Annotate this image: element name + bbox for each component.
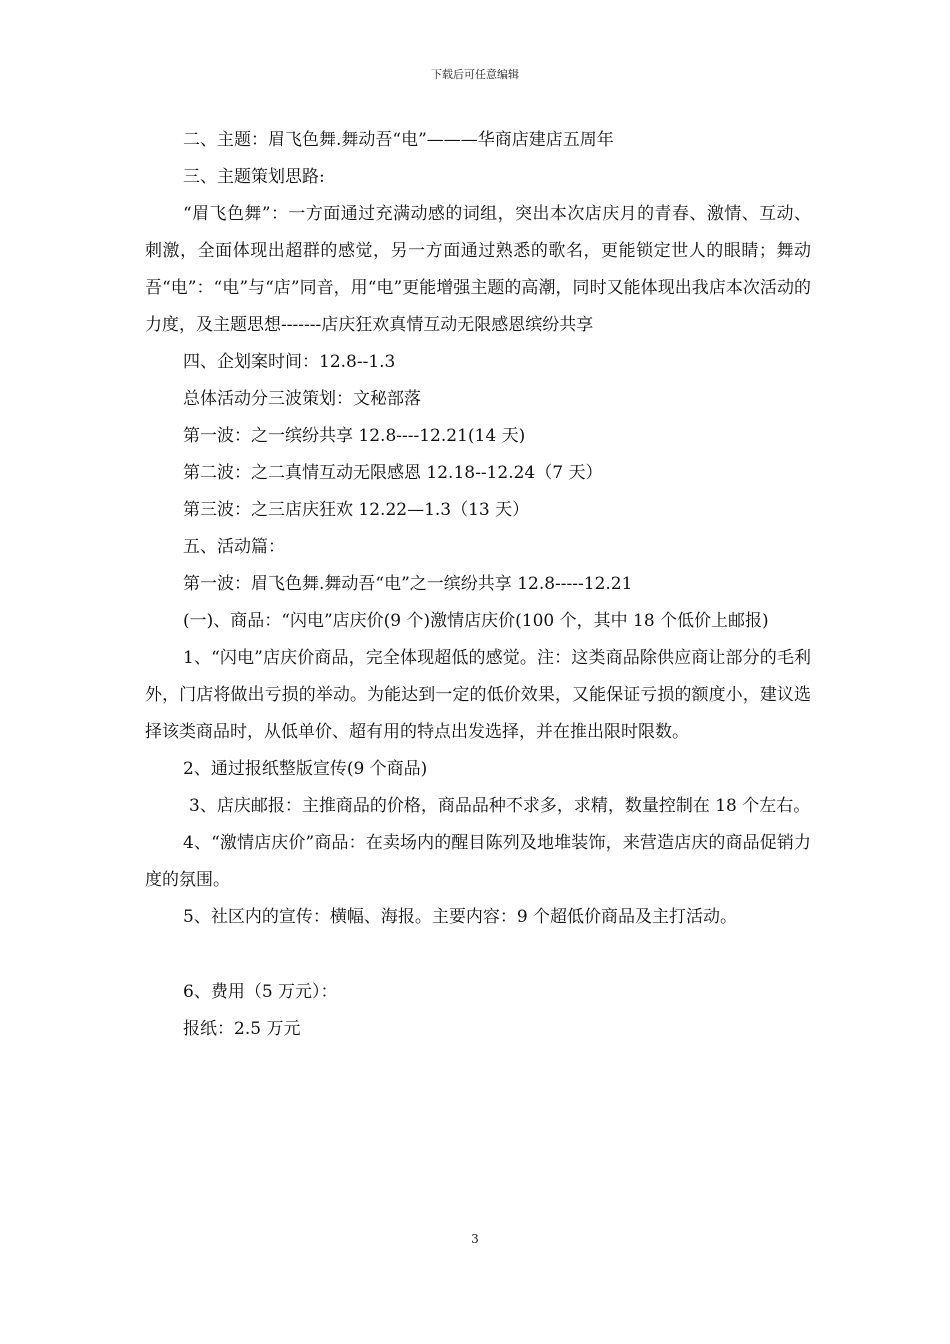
paragraph-goods: (一)、商品：“闪电”店庆价(9 个)激情店庆价(100 个，其中 18 个低价上邮报) [183, 611, 769, 631]
paragraph-item-2: 2、通过报纸整版宣传(9 个商品) [183, 759, 428, 779]
paragraph-activity-wave1: 第一波：眉飞色舞.舞动吾“电”之一缤纷共享 12.8-----12.21 [183, 574, 633, 594]
blank-line [145, 936, 811, 974]
paragraph-wave1: 第一波：之一缤纷共享 12.8----12.21(14 天) [183, 426, 526, 446]
paragraph-item-4: 4、“激情店庆价”商品：在卖场内的醒目陈列及地堆装饰，来营造店庆的商品促销力度的氛围。 [145, 833, 811, 890]
document-body [145, 122, 811, 1048]
paragraph-item-1: 1、“闪电”店庆价商品，完全体现超低的感觉。注：这类商品除供应商让部分的毛利外，门店将做出亏损的举动。为能达到一定的低价效果，又能保证亏损的额度小，建议选择该类商品时，从低单价、超有用的特点出发选择，并在推出限时限数。 [145, 648, 811, 742]
paragraph-theme: 二、主题：眉飞色舞.舞动吾“电”———华商店建店五周年 [183, 130, 614, 150]
paragraph-time: 四、企划案时间：12.8--1.3 [183, 352, 396, 372]
paragraph-item-6: 6、费用（5 万元）： [183, 982, 338, 1002]
paragraph-idea-title: 三、主题策划思路: [183, 167, 325, 187]
paragraph-activity-title: 五、活动篇： [183, 537, 285, 557]
paragraph-item-3: 3、店庆邮报：主推商品的价格，商品品种不求多，求精，数量控制在 18 个左右。 [189, 796, 811, 816]
paragraph-idea-body: “眉飞色舞”：一方面通过充满动感的词组，突出本次店庆月的青春、激情、互动、刺激，全面体现出超群的感觉，另一方面通过熟悉的歌名，更能锁定世人的眼睛；舞动吾“电”：“电”与“店”同音，用“电”更能增强主题的高潮，同时又能体现出我店本次活动的力度，及主题思想-------店庆狂欢真情互动无限感恩缤纷共享 [145, 204, 811, 335]
page-number: 3 [471, 1232, 479, 1246]
paragraph-item-5: 5、社区内的宣传：横幅、海报。主要内容：9 个超低价商品及主打活动。 [183, 907, 738, 927]
paragraph-wave2: 第二波：之二真情互动无限感恩 12.18--12.24（7 天） [183, 463, 603, 483]
paragraph-wave3: 第三波：之三店庆狂欢 12.22—1.3（13 天） [183, 500, 530, 520]
paragraph-newspaper: 报纸：2.5 万元 [183, 1019, 301, 1039]
page-header: 下载后可任意编辑 [431, 68, 519, 81]
paragraph-overall: 总体活动分三波策划：文秘部落 [183, 389, 421, 409]
